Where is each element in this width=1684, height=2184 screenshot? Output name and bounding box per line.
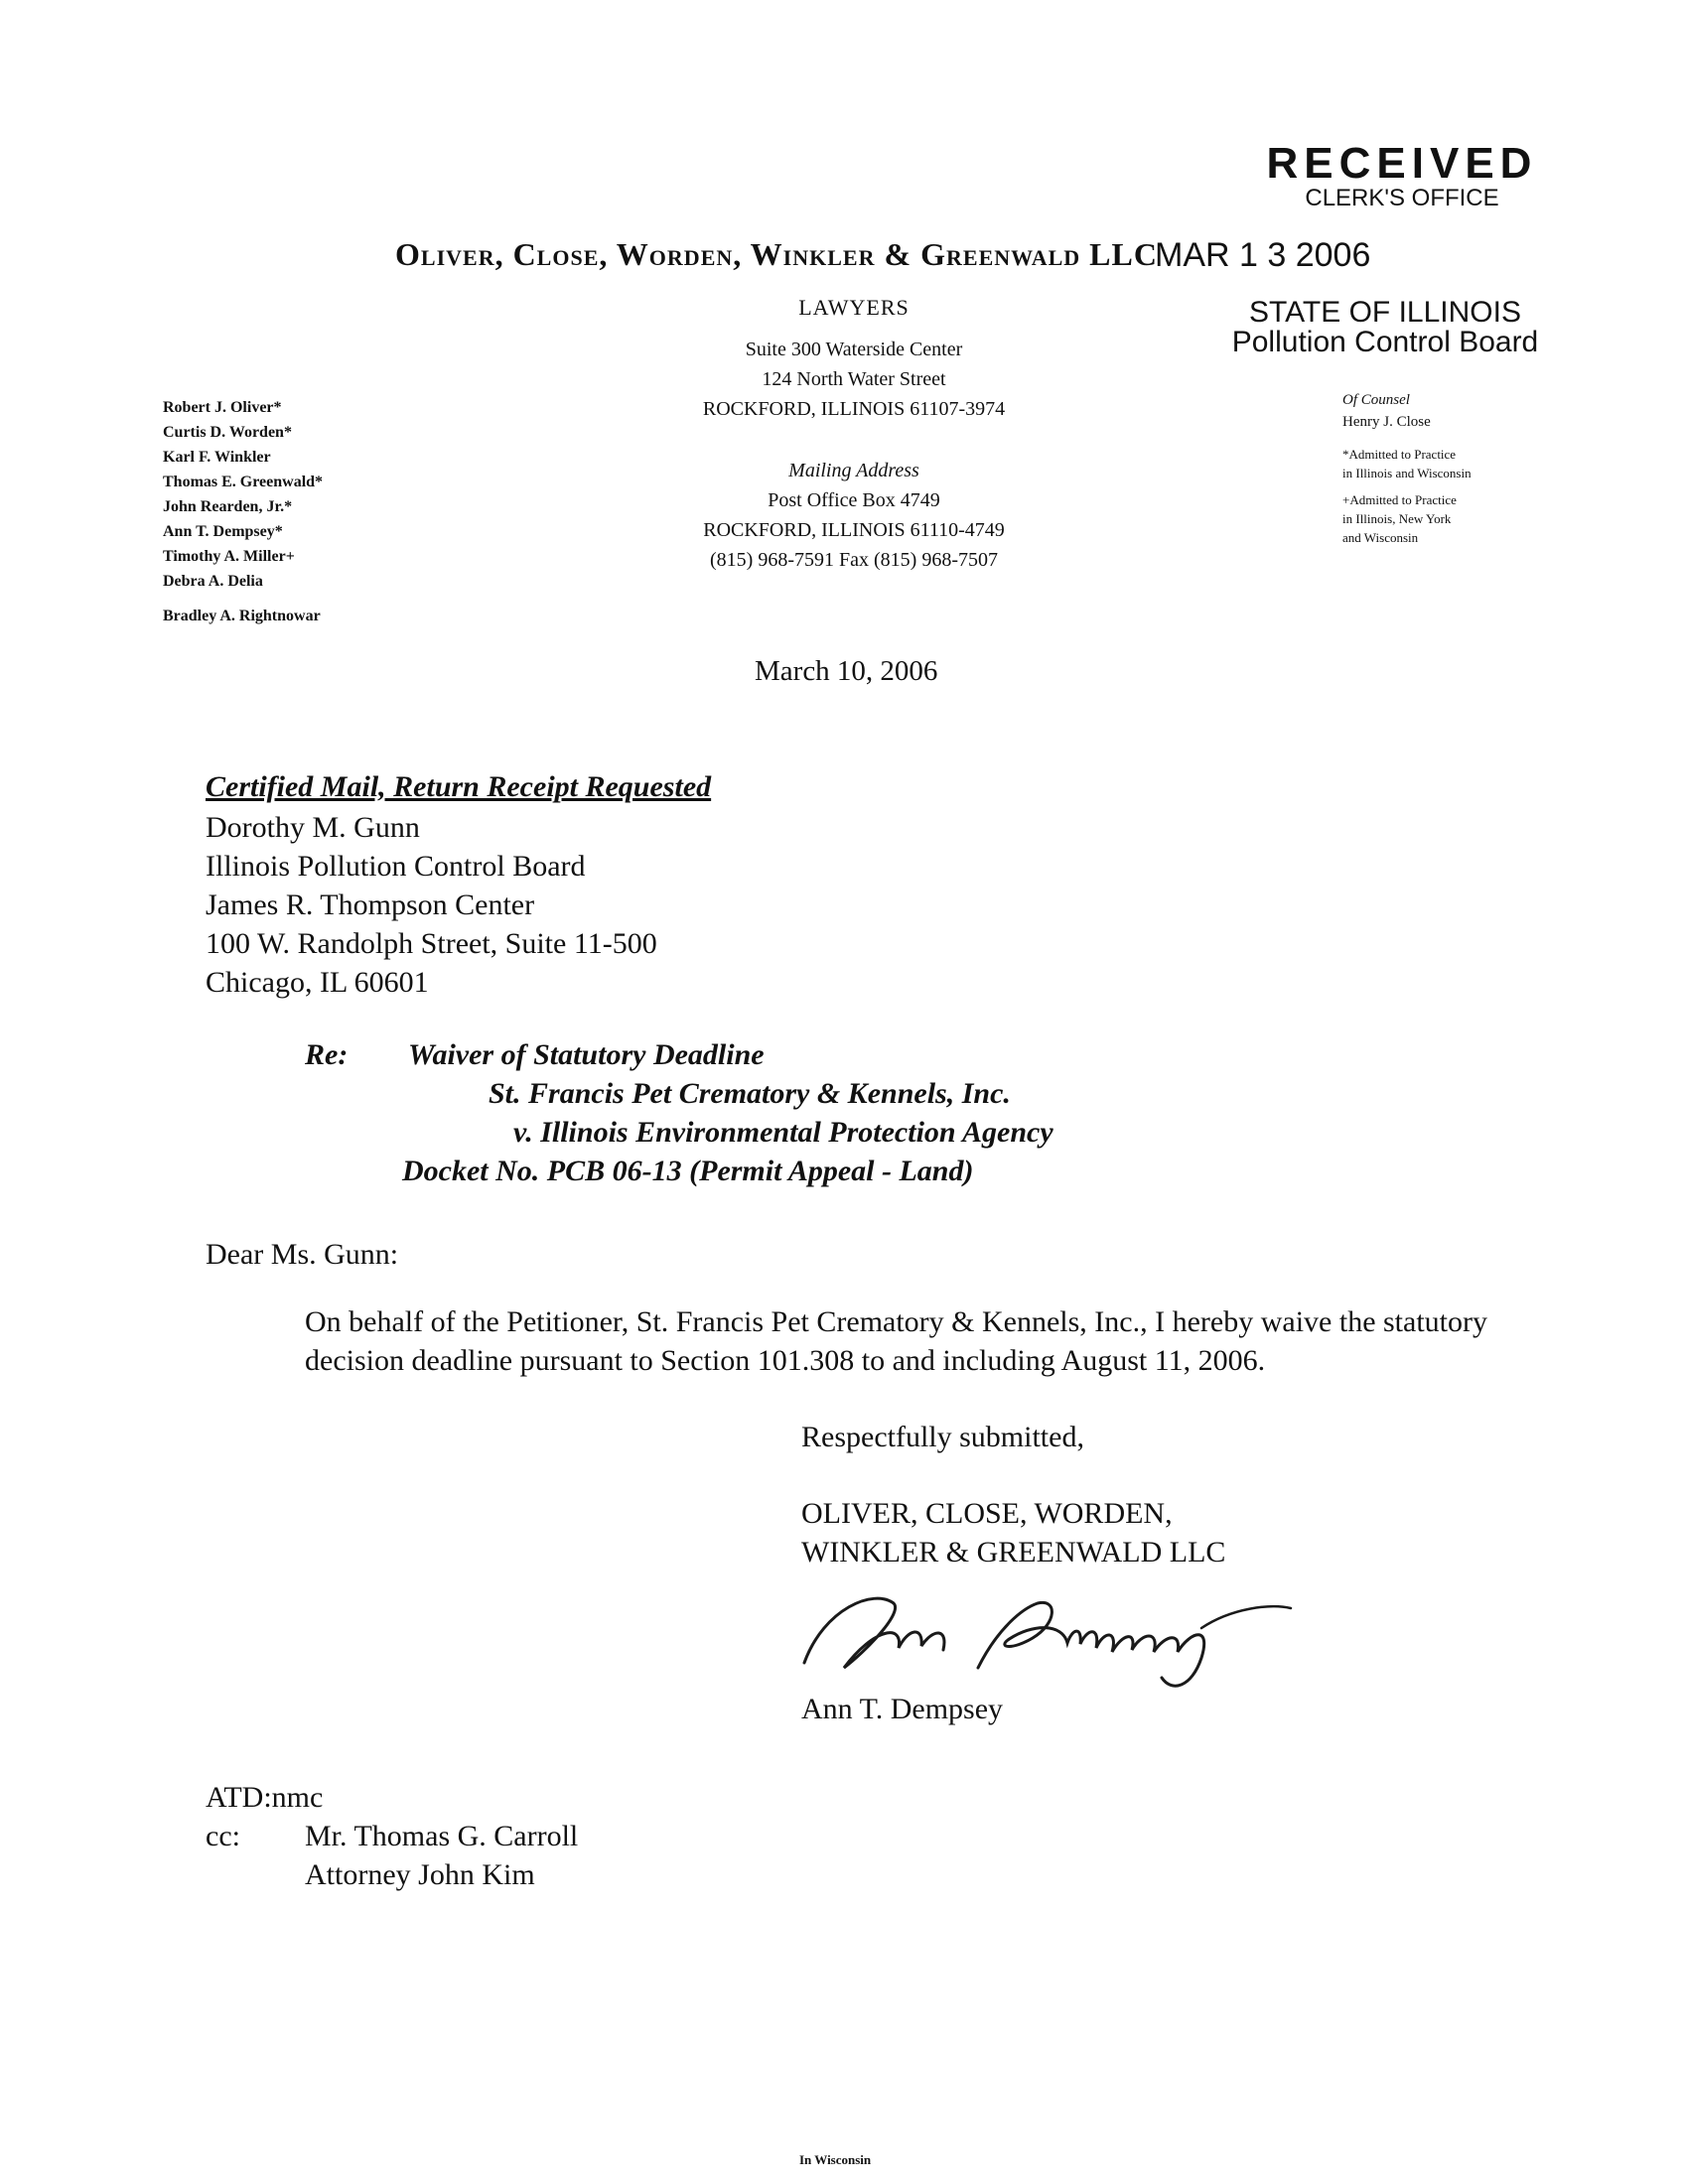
closing-firm-name: [801, 1494, 1225, 1571]
attorney-name: Karl F. Winkler: [163, 449, 271, 466]
of-counsel-name: Henry J. Close: [1342, 414, 1431, 430]
street-address: [635, 335, 1072, 424]
note-line: +Admitted to Practice: [1342, 492, 1457, 507]
address-line: Suite 300 Waterside Center: [745, 339, 963, 360]
firm-name: Oliver, Close, Worden, Winkler & Greenwald LLC: [395, 236, 1158, 272]
admission-note: [1342, 445, 1472, 482]
clerks-office-stamp: CLERK'S OFFICE: [1305, 185, 1499, 211]
recipient-line: Illinois Pollution Control Board: [206, 850, 586, 883]
stamp-state: STATE OF ILLINOIS: [1249, 296, 1521, 329]
signature-graphic: [784, 1569, 1301, 1698]
recipient-line: Dorothy M. Gunn: [206, 811, 420, 844]
lawyers-heading: LAWYERS: [798, 295, 910, 320]
recipient-line: James R. Thompson Center: [206, 888, 535, 921]
mailing-line: ROCKFORD, ILLINOIS 61110-4749: [703, 519, 1005, 541]
delivery-method: Certified Mail, Return Receipt Requested: [206, 770, 712, 803]
mailing-line: Post Office Box 4749: [768, 489, 940, 511]
cc-recipient: Attorney John Kim: [305, 1858, 535, 1891]
recipient-address: [206, 808, 657, 1002]
attorney-name: Bradley A. Rightnowar: [163, 608, 321, 624]
note-line: in Illinois and Wisconsin: [1342, 466, 1472, 480]
letter-date: March 10, 2006: [755, 655, 938, 687]
handwritten-signature: [784, 1569, 1301, 1703]
re-line: Docket No. PCB 06-13 (Permit Appeal - Land): [402, 1155, 974, 1187]
attorney-name: Ann T. Dempsey*: [163, 523, 283, 540]
closing-firm-line: WINKLER & GREENWALD LLC: [801, 1536, 1226, 1569]
recipient-line: Chicago, IL 60601: [206, 966, 429, 999]
mailing-address: [635, 456, 1072, 575]
address-line: ROCKFORD, ILLINOIS 61107-3974: [702, 398, 1006, 420]
attorney-name: Debra A. Delia: [163, 573, 263, 590]
attorney-name: Thomas E. Greenwald*: [163, 474, 324, 490]
phone-fax-line: (815) 968-7591 Fax (815) 968-7507: [710, 549, 998, 571]
salutation: Dear Ms. Gunn:: [206, 1238, 399, 1271]
stamp-state-block: [1221, 298, 1549, 357]
of-counsel-label: Of Counsel: [1342, 392, 1410, 408]
attorney-name: Curtis D. Worden*: [163, 424, 292, 441]
note-line: and Wisconsin: [1342, 530, 1419, 545]
mailing-address-label: Mailing Address: [788, 460, 919, 481]
stamp-board: Pollution Control Board: [1231, 326, 1539, 358]
attorney-name: John Rearden, Jr.*: [163, 498, 293, 515]
received-stamp: RECEIVED: [1266, 139, 1538, 188]
admission-note: [1342, 490, 1472, 547]
reference-initials: ATD:nmc: [206, 1781, 324, 1814]
attorney-name: Robert J. Oliver*: [163, 399, 282, 416]
attorney-list: [163, 395, 323, 628]
note-line: in Illinois, New York: [1342, 511, 1452, 526]
cc-recipient: Mr. Thomas G. Carroll: [305, 1820, 579, 1852]
closing-firm-line: OLIVER, CLOSE, WORDEN,: [801, 1497, 1173, 1530]
recipient-line: 100 W. Randolph Street, Suite 11-500: [206, 927, 657, 960]
re-line: v. Illinois Environmental Protection Agency: [513, 1116, 1053, 1149]
address-line: 124 North Water Street: [762, 368, 946, 390]
cc-label: cc:: [206, 1820, 240, 1852]
signer-name: Ann T. Dempsey: [801, 1693, 1004, 1725]
attorney-name: Timothy A. Miller+: [163, 548, 295, 565]
body-paragraph: [206, 1302, 1496, 1380]
footer-text: In Wisconsin: [799, 2152, 872, 2167]
re-line: St. Francis Pet Crematory & Kennels, Inc.: [489, 1077, 1011, 1110]
of-counsel-block: [1342, 389, 1472, 547]
re-label: Re:: [305, 1038, 349, 1071]
note-line: *Admitted to Practice: [1342, 447, 1457, 462]
body-text: On behalf of the Petitioner, St. Francis Pet Crematory & Kennels, Inc., I hereby waive the statutory decision deadline pursuant to Section 101.308 to and including August 11, 2006.: [305, 1305, 1487, 1377]
re-line: Waiver of Statutory Deadline: [408, 1038, 765, 1071]
cc-list: [305, 1817, 578, 1894]
stamp-date: MAR 1 3 2006: [1155, 236, 1371, 274]
closing: Respectfully submitted,: [801, 1421, 1084, 1453]
